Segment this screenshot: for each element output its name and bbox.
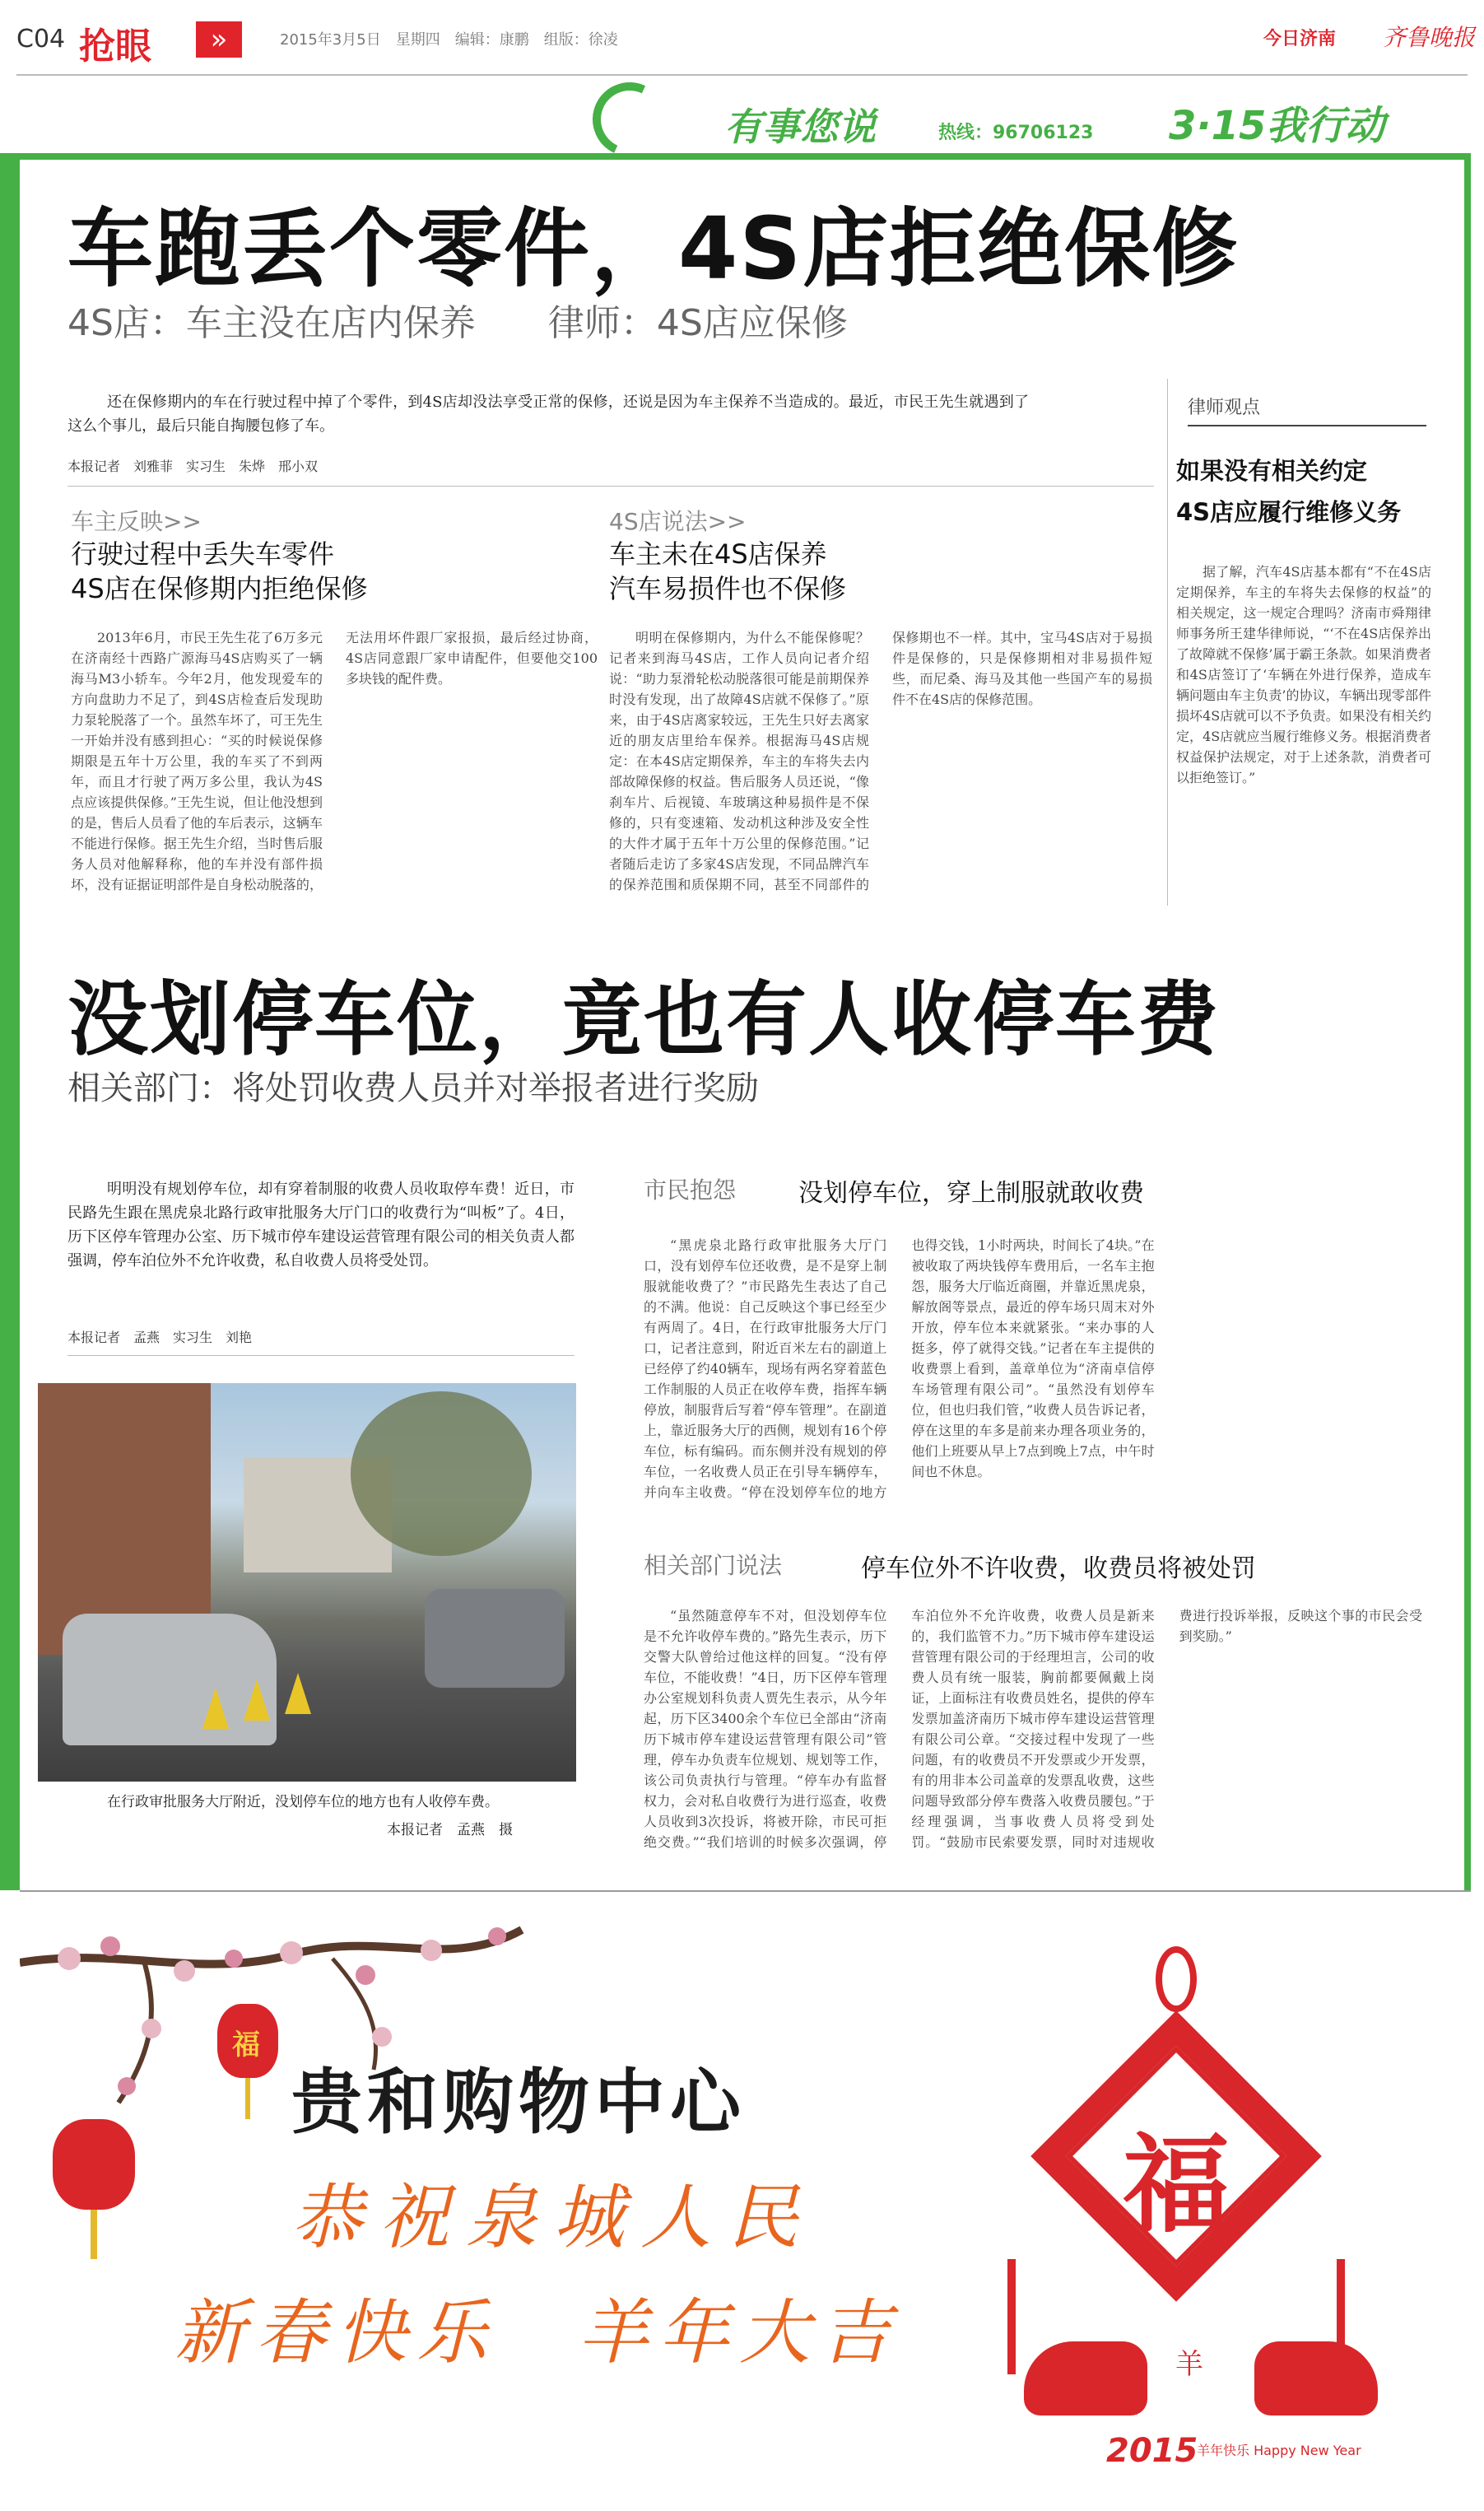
section-title-officials: 停车位外不许收费，收费员将被处罚 <box>861 1554 1256 1583</box>
page-number: C04 <box>16 25 66 54</box>
section-label-officials: 相关部门说法 <box>644 1552 783 1579</box>
lantern-tassel <box>245 2078 250 2119</box>
section-title-residents: 没划停车位，穿上制服就敢收费 <box>798 1179 1144 1208</box>
kicker-4s: 4S店说法>> <box>609 508 747 535</box>
hotline: 热线：96706123 <box>938 123 1094 143</box>
subheadline: 4S店：车主没在店内保养 律师：4S店应保修 <box>67 302 848 344</box>
photo-caption: 在行政审批服务大厅附近，没划停车位的地方也有人收停车费。 <box>107 1794 499 1810</box>
lantern-tassel <box>91 2210 97 2259</box>
byline: 本报记者 刘雅菲 实习生 朱烨 邢小双 <box>67 459 319 474</box>
sect1-text: “黑虎泉北路行政审批服务大厅门口，没有划停车位还收费，是不是穿上制服就能收费了？”市民路先生表达了自己的不满。他说：自己反映这个事已经至少有两周了。4日，在行政审批服务大厅门口，记者注意到，附近百米左右的副道上已经停了约40辆车，现场有两名穿着蓝色工作制服的人员正在收停车费，指挥车辆停放，制服背后写着“停车管理”。在副道上，靠近服务大厅的西侧，规划有16个停车位，标有编码。而东侧并没有规划的停车位，一名收费人员正在引导车辆停车，并向车主收费。“停在没划停车位的地方也得交钱，1小时两块，时间长了4块。”在被收取了两块钱停车费用后，一名车主抱怨，服务大厅临近商圈，并靠近黑虎泉，解放阁等景点，最近的停车场只周末对外开放，停车位本来就紧张。“来办事的人挺多，停了就得交钱。”记者在车主提供的收费票上看到，盖章单位为“济南卓信停车场管理有限公司”。“虽然没有划停车位，但也归我们管，”收费人员告诉记者，停在这里的车多是前来办理各项业务的，他们上班要从早上7点到晚上7点，中午时间也不休息。 <box>644 1237 1155 1500</box>
issue-meta: 2015年3月5日 星期四 编辑：康鹏 组版：徐凌 <box>280 31 618 49</box>
section-name: 抢眼 <box>79 26 151 68</box>
byline: 本报记者 孟燕 实习生 刘艳 <box>67 1330 253 1345</box>
tree-shape <box>351 1391 532 1556</box>
advertisement <box>20 1913 1464 2498</box>
headline: 车跑丢个零件，4S店拒绝保修 <box>67 198 1240 299</box>
sect2-text: “虽然随意停车不对，但没划停车位是不允许收停车费的。”路先生表示，历下交警大队曾给过他这样的回复。“没有停车位，不能收费！”4日，历下区停车管理办公室规划科负责人贾先生表示，从今年起，历下区3400余个车位已全部由“济南历下城市停车建设运营管理有限公司”管理，停车办负责车位规划、规划等工作，该公司负责执行与管理。“停车办有监督权力，会对私自收费行为进行巡查，收费人员收到3次投诉，将被开除，市民可拒绝交费。”“我们培训的时候多次强调，停车泊位外不允许收费，收费人员是新来的，我们监管不力。”历下城市停车建设运营管理有限公司的于经理坦言，公司的收费人员有统一服装，胸前都要佩戴上岗证，上面标注有收费员姓名，提供的停车发票加盖济南历下城市停车建设运营管理有限公司公章。“交接过程中发现了一些问题，有的收费员不开发票或少开发票，有的用非本公司盖章的发票乱收费，这些问题导致部分停车费落入收费员腰包。”于经理强调，当事收费人员将受到处罚。“鼓励市民索要发票，同时对违规收费进行投诉举报，反映这个事的市民会受到奖励。” <box>644 1608 1422 1850</box>
traffic-cone-shape <box>202 1688 229 1729</box>
divider <box>67 1355 575 1356</box>
yang-character: 羊 <box>1175 2348 1203 2381</box>
subheadline: 相关部门：将处罚收费人员并对举报者进行奖励 <box>67 1069 759 1107</box>
column-title: 有事您说 <box>724 105 876 149</box>
tassel-left <box>1007 2259 1016 2374</box>
sect1-text-wrap <box>644 1235 1422 1507</box>
lawyer-text: 据了解，汽车4S店基本都有“不在4S店定期保养，车主的车将失去保修的权益”的相关规定，这一规定合理吗？济南市舜翔律师事务所王建华律师说，“‘不在4S店保养出了故障就不保修’属于霸王条款。如果消费者和4S店签订了‘车辆在外进行保养，造成车辆问题由车主负责’的协议，车辆出现零部件损坏4S店就可以不予负责。如果没有相关约定，4S店就应当履行维修义务。根据消费者权益保护法规定，对于上述条款，消费者可以拒绝签订。” <box>1176 564 1431 785</box>
year-caption: 羊年快乐 Happy New Year <box>1197 2443 1361 2458</box>
col1-head-line1: 行驶过程中丢失车零件 <box>71 538 335 570</box>
lawyer-head-line1: 如果没有相关约定 <box>1176 457 1368 485</box>
lantern-icon <box>53 2119 135 2210</box>
paper-name: 齐鲁晚报 <box>1383 24 1476 51</box>
col1-head-line2: 4S店在保修期内拒绝保修 <box>71 573 368 604</box>
knot-ornament <box>1156 1946 1197 2012</box>
news-photo <box>38 1383 576 1782</box>
kicker-owner: 车主反映>> <box>71 508 202 535</box>
store-name: 贵和购物中心 <box>291 2061 746 2144</box>
col2-text: 明明在保修期内，为什么不能保修呢？记者来到海马4S店，工作人员向记者介绍说：“助力泵滑轮松动脱落很可能是前期保养时没有发现，出了故障4S店就不保修了。”原来，由于4S店离家较远，王先生只好去离家近的朋友店里给车保养。根据海马4S店规定：在本4S店定期保养，车主的车将失去内部故障保修的权益。售后服务人员还说，“像刹车片、后视镜、车玻璃这种易损件是不保修的，只有变速箱、发动机这种涉及安全性的大件才属于五年十万公里的保修范围。”记者随后走访了多家4S店发现，不同品牌汽车的保养范围和质保期不同，甚至不同部件的保修期也不一样。其中，宝马4S店对于易损件是保修的，只是保修期相对非易损件短些，而尼桑、海马及其他一些国产车的易损件不在4S店的保修范围。 <box>609 630 1152 892</box>
headline: 没划停车位，竟也有人收停车费 <box>67 973 1221 1067</box>
goat-papercut-icon <box>1024 2341 1147 2415</box>
sect2-text-wrap <box>644 1605 1422 1869</box>
traffic-cone-shape <box>285 1673 311 1714</box>
greeting-line2: 新春快乐 羊年大吉 <box>174 2292 900 2374</box>
col1-text: 2013年6月，市民王先生花了6万多元在济南经十西路广源海马4S店购买了一辆海马M3小轿车。今年2月，他发现爱车的方向盘助力不足了，到4S店检查后发现助力泵轮脱落了一个。虽然车坏了，可王先生一开始并没有感到担心：“买的时候说保修期限是五年十万公里，我的车买了不到两年，而且才行驶了两万多公里，我认为4S点应该提供保修。”王先生说，但让他没想到的是，售后人员看了他的车后表示，这辆车不能进行保修。据王先生介绍，当时售后服务人员对他解释称，他的车并没有部件损坏，没有证据证明部件是自身松动脱落的，无法用坏件跟厂家报损，最后经过协商，4S店同意跟厂家申请配件，但要他交100多块钱的配件费。 <box>71 630 598 892</box>
fu-papercut <box>1040 2020 1312 2292</box>
year-badge: 2015 <box>1106 2432 1198 2470</box>
lantern-character: 福 <box>232 2029 260 2061</box>
campaign-logo: 3·15我行动 <box>1169 103 1385 149</box>
traffic-cone-shape <box>244 1679 270 1721</box>
lede: 明明没有规划停车位，却有穿着制服的收费人员收取停车费！近日，市民路先生跟在黑虎泉北路行政审批服务大厅门口的收费行为“叫板”了。4日，历下区停车管理办公室、历下城市停车建设运营管理有限公司的相关负责人都强调，停车泊位外不允许收费，私自收费人员将受处罚。 <box>67 1181 575 1269</box>
lede: 还在保修期内的车在行驶过程中掉了个零件，到4S店却没法享受正常的保修，还说是因为车主保养不当造成的。最近，市民王先生就遇到了这么个事儿，最后只能自掏腰包修了车。 <box>67 394 1029 435</box>
goat-papercut-icon <box>1254 2341 1378 2415</box>
col2-head-line2: 汽车易损件也不保修 <box>609 573 847 604</box>
section-label-residents: 市民抱怨 <box>644 1176 737 1204</box>
car-shape <box>425 1589 565 1688</box>
fu-character: 福 <box>1123 2122 1230 2248</box>
lawyer-head-line2: 4S店应履行维修义务 <box>1176 498 1402 526</box>
lawyer-label: 律师观点 <box>1188 398 1261 418</box>
double-chevron-icon: » <box>196 21 242 58</box>
photo-credit: 本报记者 孟燕 摄 <box>387 1822 513 1838</box>
greeting-line1: 恭祝泉城人民 <box>291 2177 815 2259</box>
bottom-rule <box>20 1890 1471 1892</box>
col2-head-line1: 车主未在4S店保养 <box>609 538 827 570</box>
masthead-label: 今日济南 <box>1263 29 1337 49</box>
